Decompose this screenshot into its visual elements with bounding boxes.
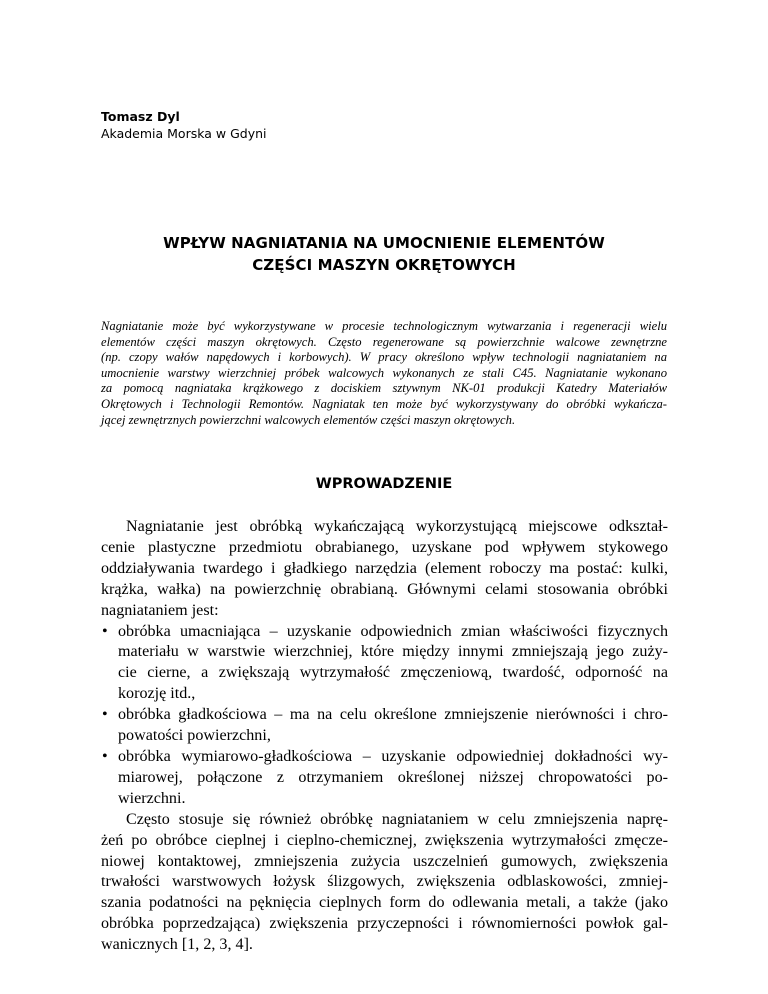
body-text <box>101 517 668 956</box>
bullet-item <box>101 747 668 810</box>
body-line: oddziaływania twardego i gładkiego narzędzia (element roboczy ma postać: kulki, <box>101 559 668 577</box>
body-line: szania podatności na pęknięcia cieplnych form do odlewania metali, a także (jako <box>101 894 668 912</box>
title-line: CZĘŚCI MASZYN OKRĘTOWYCH <box>252 256 516 274</box>
author-affiliation: Akademia Morska w Gdyni <box>101 126 267 141</box>
abstract-line: (np. czopy wałów napędowych i korbowych). W pracy określono wpływ technologii nagniataniem na <box>101 350 667 365</box>
bullet-item <box>101 622 668 706</box>
body-line: miarowej, połączone z otrzymaniem określonej niższej chropowatości po- <box>118 768 668 786</box>
author-name: Tomasz Dyl <box>101 109 180 124</box>
body-line: obróbka wymiarowo-gładkościowa – uzyskanie odpowiedniej dokładności wy- <box>118 747 668 765</box>
body-line: powatości powierzchni, <box>118 727 271 745</box>
bullet-icon: • <box>102 747 108 765</box>
body-line: obróbka poprzedzająca) zwiększenia przyczepności i równomierności powłok gal- <box>101 915 668 933</box>
paragraph-1 <box>101 517 668 622</box>
body-line: cie cierne, a zwiększają wytrzymałość zmęczeniową, twardość, odporność na <box>118 664 668 682</box>
body-line: obróbka umacniająca – uzyskanie odpowiednich zmian właściwości fizycznych <box>118 622 668 640</box>
bullet-icon: • <box>102 622 108 640</box>
body-line: wanicznych [1, 2, 3, 4]. <box>101 936 253 954</box>
author-block <box>101 108 267 142</box>
body-line: materiału w warstwie wierzchniej, które między innymi zmniejszają jego zuży- <box>118 643 668 661</box>
abstract <box>101 319 667 428</box>
title-line: WPŁYW NAGNIATANIA NA UMOCNIENIE ELEMENTÓW <box>163 234 605 252</box>
body-line: korozję itd., <box>118 685 196 703</box>
abstract-line: jącej zewnętrznych powierzchni walcowych elementów części maszyn okrętowych. <box>101 412 516 427</box>
body-line: żeń po obróbce cieplnej i cieplno-chemicznej, zwiększenia wytrzymałości zmęcze- <box>101 831 668 849</box>
body-line: Często stosuje się również obróbkę nagniataniem w celu zmniejszenia naprę- <box>126 810 668 828</box>
body-line: krążka, wałka) na powierzchnię obrabianą. Głównymi celami stosowania obróbki <box>101 580 668 598</box>
section-heading: WPROWADZENIE <box>315 476 453 492</box>
paragraph-2 <box>101 810 668 956</box>
abstract-line: Nagniatanie może być wykorzystywane w procesie technologicznym wytwarzania i regeneracji wielu <box>101 319 667 333</box>
body-line: obróbka gładkościowa – ma na celu określone zmniejszenie nierówności i chro- <box>118 706 668 724</box>
bullet-icon: • <box>102 706 108 724</box>
body-line: Nagniatanie jest obróbką wykańczającą wykorzystującą miejscowe odkształ- <box>126 518 668 535</box>
abstract-line: Okrętowych i Technologii Remontów. Nagniatak ten może być wykorzystywany do obróbki wykańcza- <box>101 396 667 411</box>
body-line: niowej kontaktowej, zmniejszenia zużycia uszczelnień gumowych, zwiększenia <box>101 852 668 870</box>
body-line: nagniataniem jest: <box>101 601 219 619</box>
abstract-line: umocnienie warstwy wierzchniej próbek walcowych wykonanych ze stali C45. Nagniatanie wykonano <box>101 365 667 380</box>
bullet-item <box>101 705 668 747</box>
body-line: wierzchni. <box>118 789 186 807</box>
abstract-line: elementów części maszyn okrętowych. Często regenerowane są powierzchnie walcowe zewnętrzne <box>101 334 667 349</box>
abstract-line: za pomocą nagniataka krążkowego z dociskiem sztywnym NK-01 produkcji Katedry Materiałów <box>101 381 667 396</box>
body-line: cenie plastyczne przedmiotu obrabianego, uzyskane pod wpływem stykowego <box>101 538 668 556</box>
paper-title <box>100 232 668 276</box>
body-line: trwałości warstwowych łożysk ślizgowych, zwiększenia odblaskowości, zmniej- <box>101 873 668 891</box>
